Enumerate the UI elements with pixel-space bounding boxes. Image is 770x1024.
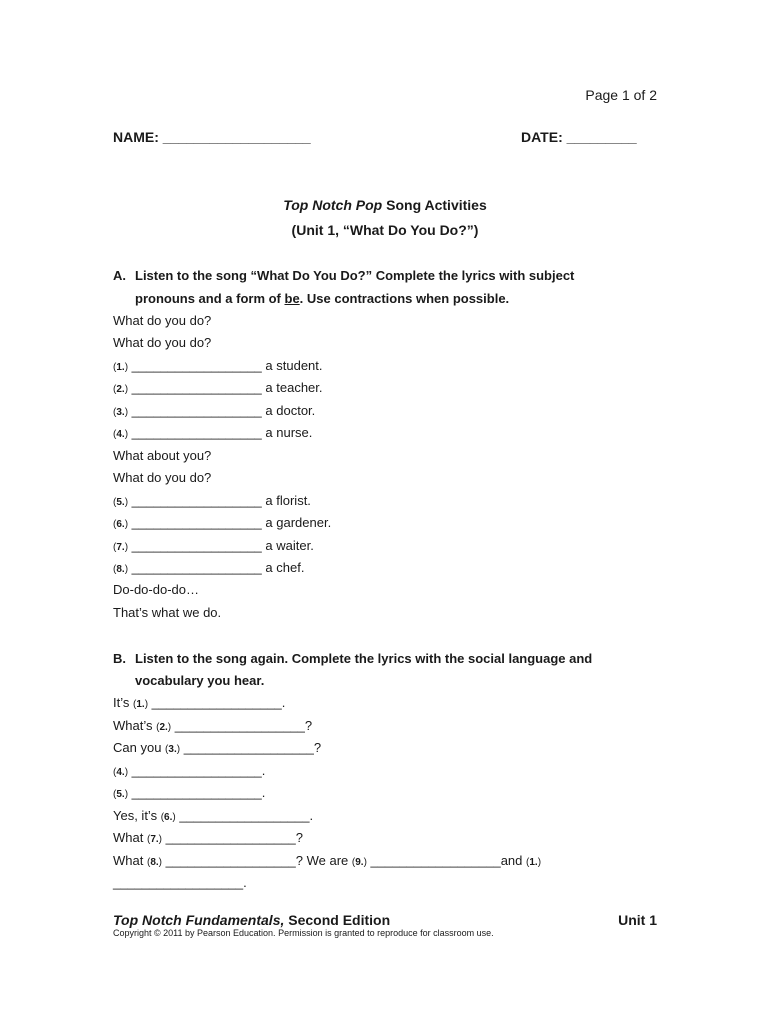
lyric-text: .: [309, 808, 314, 823]
lyric-line: That’s what we do.: [113, 605, 222, 620]
footer-title-italic: Top Notch Fundamentals,: [113, 912, 285, 928]
date-label: DATE:: [521, 129, 563, 145]
lyric-blank-line: [113, 493, 311, 508]
lyric-text: ?: [295, 830, 303, 845]
lyric-blank-line: [113, 560, 304, 575]
lyric-text: a florist.: [261, 493, 311, 508]
lyric-text: a doctor.: [261, 403, 316, 418]
item-number: (3.): [113, 407, 129, 418]
lyric-text: .: [261, 785, 266, 800]
lyric-blank-line: [113, 718, 312, 733]
section-a-heading-line2: [113, 291, 509, 306]
lyric-blank-line: [113, 695, 285, 710]
lyric-text: a chef.: [261, 560, 305, 575]
lyric-blank-line: [113, 425, 312, 440]
answer-blank: __________________: [162, 830, 296, 845]
lyric-blank-line: [113, 808, 313, 823]
lyric-blank-line: [113, 403, 315, 418]
date-blank: _________: [566, 129, 637, 145]
section-a-line2-pre: pronouns and a form of: [135, 291, 285, 306]
lyric-text: ? We are: [295, 853, 352, 868]
lyric-text: ?: [304, 718, 313, 733]
answer-blank: __________________: [128, 515, 262, 530]
item-number: (8.): [113, 564, 129, 575]
lyric-text: What: [113, 830, 147, 845]
date-field: [521, 129, 637, 145]
lyric-blank-line: [113, 538, 314, 553]
answer-blank: __________________: [128, 358, 262, 373]
item-number: (1.): [113, 362, 129, 373]
lyric-text: a gardener.: [261, 515, 332, 530]
answer-blank: __________________: [175, 808, 310, 823]
lyric-blank-line: [113, 380, 323, 395]
title-italic: Top Notch Pop: [283, 197, 383, 213]
answer-blank: __________________: [128, 560, 262, 575]
footer-title-rest: Second Edition: [284, 912, 391, 928]
lyric-text: It’s: [113, 695, 133, 710]
lyric-text: a student.: [261, 358, 323, 373]
footer-unit: Unit 1: [618, 912, 657, 928]
lyric-text: .: [281, 695, 286, 710]
section-a-be: be: [284, 291, 300, 306]
answer-blank: __________________: [128, 538, 262, 553]
item-number: (1.): [133, 699, 149, 710]
lyric-text: .: [261, 763, 266, 778]
lyric-line: What do you do?: [113, 335, 212, 350]
item-number: (2.): [113, 384, 129, 395]
lyric-text: ?: [313, 740, 322, 755]
lyric-text: a waiter.: [261, 538, 314, 553]
page-indicator: Page 1 of 2: [585, 87, 657, 103]
lyric-line: What about you?: [113, 448, 212, 463]
item-number: (1.): [526, 857, 542, 868]
section-a-line2-post: . Use contractions when possible.: [299, 291, 510, 306]
worksheet-subtitle: (Unit 1, “What Do You Do?”): [291, 222, 479, 238]
lyric-text: Can you: [113, 740, 166, 755]
lyric-line: What do you do?: [113, 313, 212, 328]
lyric-text: a nurse.: [261, 425, 313, 440]
item-number: (7.): [113, 542, 129, 553]
lyric-text: Yes, it’s: [113, 808, 161, 823]
answer-blank: __________________: [366, 853, 501, 868]
lyric-blank-line: [113, 740, 321, 755]
name-field: [113, 129, 311, 145]
lyric-text: a teacher.: [261, 380, 323, 395]
item-number: (7.): [146, 834, 162, 845]
answer-blank: __________________: [162, 853, 296, 868]
item-number: (3.): [165, 744, 181, 755]
section-a-line1: Listen to the song “What Do You Do?” Complete the lyrics with subject: [135, 268, 575, 283]
lyric-blank-line: [113, 763, 265, 778]
answer-blank: __________________: [128, 763, 262, 778]
item-number: (6.): [160, 812, 176, 823]
section-a-letter: A.: [113, 268, 126, 283]
item-number: (4.): [113, 767, 129, 778]
answer-blank: __________________: [128, 493, 262, 508]
answer-blank: __________________: [180, 740, 314, 755]
item-number: (2.): [156, 722, 172, 733]
lyric-line: What do you do?: [113, 470, 212, 485]
lyric-blank-line: [113, 830, 303, 845]
section-b-heading-line2: [113, 673, 264, 688]
title-rest: Song Activities: [382, 197, 487, 213]
section-b-line1: Listen to the song again. Complete the lyrics with the social language and: [135, 651, 593, 666]
lyric-blank-line: [113, 785, 265, 800]
lyric-line: Do-do-do-do…: [113, 582, 199, 597]
lyric-blank-line: [113, 515, 331, 530]
worksheet-title: [0, 197, 770, 213]
item-number: (9.): [351, 857, 367, 868]
item-number: (5.): [113, 497, 129, 508]
lyric-text: and: [500, 853, 526, 868]
last-after: .: [243, 875, 247, 890]
section-b-heading: [113, 651, 592, 666]
name-label: NAME:: [113, 129, 159, 145]
answer-blank: __________________: [128, 425, 262, 440]
lyric-blank-line: [113, 358, 323, 373]
item-number: (4.): [113, 429, 129, 440]
lyric-text: What’s: [113, 718, 157, 733]
section-b-letter: B.: [113, 651, 126, 666]
copyright-notice: Copyright © 2011 by Pearson Education. Permission is granted to reproduce for classroom use.: [113, 928, 494, 938]
lyric-text: What: [113, 853, 147, 868]
footer-book-title: [113, 912, 390, 928]
name-blank: ___________________: [162, 129, 311, 145]
item-number: (5.): [113, 789, 129, 800]
last-blank: __________________: [113, 875, 244, 890]
item-number: (6.): [113, 519, 129, 530]
answer-blank: __________________: [171, 718, 305, 733]
lyric-blank-line: [113, 853, 541, 868]
section-b-last-line: [113, 875, 247, 890]
section-a-heading: [113, 268, 574, 283]
section-b-line2: vocabulary you hear.: [135, 673, 265, 688]
answer-blank: __________________: [148, 695, 282, 710]
answer-blank: __________________: [128, 380, 262, 395]
answer-blank: __________________: [128, 403, 262, 418]
item-number: (8.): [146, 857, 162, 868]
answer-blank: __________________: [128, 785, 262, 800]
